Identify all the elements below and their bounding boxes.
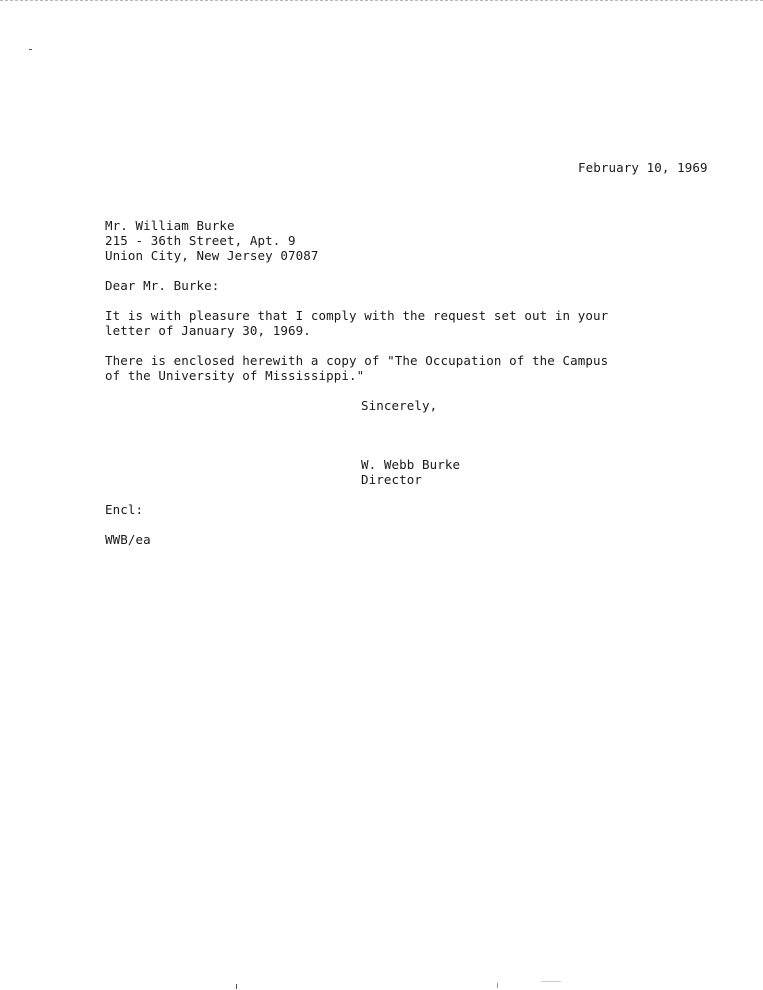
paragraph-2-line-2: of the University of Mississippi." [105, 368, 365, 383]
salutation: Dear Mr. Burke: [105, 278, 220, 293]
reference-initials: WWB/ea [105, 532, 151, 547]
scan-speck [29, 49, 32, 50]
closing: Sincerely, [361, 398, 438, 413]
signer-name: W. Webb Burke [361, 457, 461, 472]
recipient-name: Mr. William Burke [105, 218, 235, 233]
scan-speck [541, 981, 561, 982]
letter-date: February 10, 1969 [578, 160, 708, 175]
recipient-street: 215 - 36th Street, Apt. 9 [105, 233, 296, 248]
enclosure-notation: Encl: [105, 502, 144, 517]
paragraph-1-line-2: letter of January 30, 1969. [105, 323, 311, 338]
scan-speck [236, 984, 237, 989]
paragraph-2-line-1: There is enclosed herewith a copy of "The Occupation of the Campus [105, 353, 609, 368]
signer-title: Director [361, 472, 423, 487]
paragraph-1-line-1: It is with pleasure that I comply with the request set out in your [105, 308, 609, 323]
recipient-city: Union City, New Jersey 07087 [105, 248, 319, 263]
page-top-edge [0, 0, 763, 1]
scan-speck [497, 983, 498, 988]
